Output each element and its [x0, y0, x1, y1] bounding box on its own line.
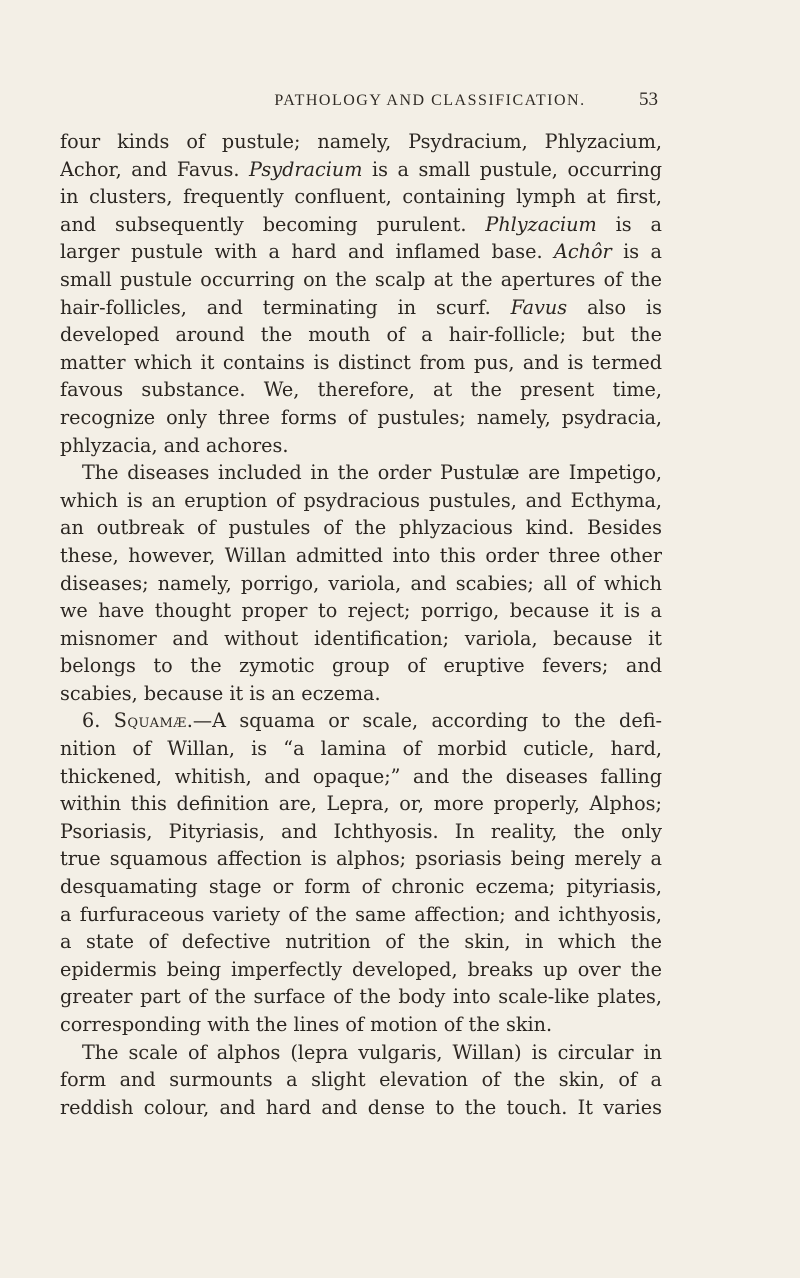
text-line: within this definition are, Lepra, or, more properly, Alphos;: [60, 792, 662, 816]
text-line: in clusters, frequently confluent, containing lymph at first,: [60, 185, 662, 209]
text-line: and subsequently becoming purulent. Phlyzacium is a: [60, 212, 662, 236]
text-line: corresponding with the lines of motion of the skin.: [60, 1013, 553, 1036]
section-heading: Squamæ: [113, 709, 187, 733]
text-line: belongs to the zymotic group of eruptive fevers; and: [60, 654, 662, 678]
text-line: hair-follicles, and terminating in scurf. Favus also is: [60, 295, 662, 319]
text-line: a state of defective nutrition of the skin, in which the: [60, 930, 662, 954]
text-line: diseases; namely, porrigo, variola, and scabies; all of which: [60, 571, 662, 595]
text-line: desquamating stage or form of chronic eczema; pityriasis,: [60, 875, 662, 899]
text-line: phlyzacia, and achores.: [60, 433, 289, 457]
text-line: an outbreak of pustules of the phlyzacious kind. Besides: [60, 516, 662, 540]
text-line: greater part of the surface of the body into scale-like plates,: [60, 985, 662, 1009]
page-number: 53: [639, 89, 658, 110]
text-line: scabies, because it is an eczema.: [60, 681, 381, 705]
text-line: larger pustule with a hard and inflamed base. Achôr is a: [60, 240, 662, 264]
text-line: these, however, Willan admitted into this order three other: [60, 543, 662, 567]
text-line: a furfuraceous variety of the same affection; and ichthyosis,: [60, 902, 662, 926]
text-line: which is an eruption of psydracious pustules, and Ecthyma,: [60, 488, 662, 512]
text-line: form and surmounts a slight elevation of the skin, of a: [60, 1068, 662, 1092]
text-line: epidermis being imperfectly developed, breaks up over the: [60, 957, 662, 981]
text-line: recognize only three forms of pustules; namely, psydracia,: [60, 405, 662, 429]
running-title: PATHOLOGY AND CLASSIFICATION.: [274, 92, 586, 109]
text-line: matter which it contains is distinct from pus, and is termed: [60, 350, 662, 374]
body-text: [60, 128, 662, 1121]
text-line: favous substance. We, therefore, at the present time,: [60, 378, 662, 402]
text-line: The diseases included in the order Pustulæ are Impetigo,: [82, 461, 662, 485]
text-line: we have thought proper to reject; porrigo, because it is a: [60, 599, 662, 623]
text-line: reddish colour, and hard and dense to the touch. It varies: [60, 1095, 662, 1119]
text-line: true squamous affection is alphos; psoriasis being merely a: [60, 847, 662, 871]
text-line: thickened, whitish, and opaque;” and the diseases falling: [60, 764, 662, 788]
text-line: nition of Willan, is “a lamina of morbid cuticle, hard,: [60, 737, 662, 761]
section-number: 6.: [82, 709, 101, 733]
text-line: misnomer and without identification; variola, because it: [60, 626, 662, 650]
text-line: Psoriasis, Pityriasis, and Ichthyosis. In reality, the only: [60, 819, 662, 843]
text-line: small pustule occurring on the scalp at the apertures of the: [60, 267, 662, 291]
text-line: The scale of alphos (lepra vulgaris, Willan) is circular in: [82, 1040, 662, 1064]
text-line: developed around the mouth of a hair-follicle; but the: [60, 323, 662, 347]
text-line: Achor, and Favus. Psydracium is a small pustule, occurring: [60, 157, 662, 181]
section-heading-line: 6. Squamæ.—A squama or scale, according to the defi-: [82, 709, 662, 733]
text-line: four kinds of pustule; namely, Psydracium, Phlyzacium,: [60, 130, 662, 153]
